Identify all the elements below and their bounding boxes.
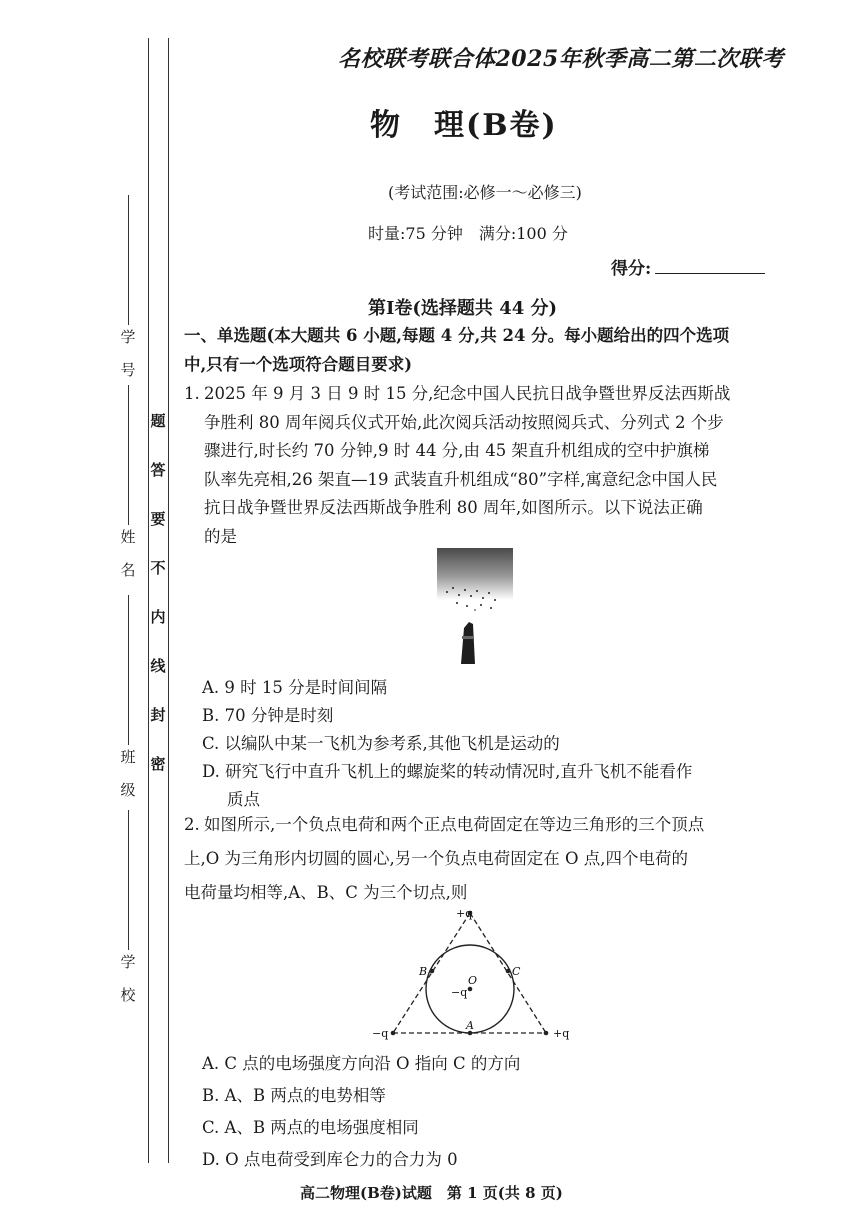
school-char-2: 校 bbox=[120, 986, 136, 1004]
question-stem bbox=[184, 808, 705, 910]
stem-line: 抗日战争暨世界反法西斯战争胜利 80 周年,如图所示。以下说法正确 bbox=[204, 498, 703, 517]
subject-title: 物 理(B卷) bbox=[370, 108, 558, 143]
class-char-1: 班 bbox=[120, 748, 136, 766]
label-a: A bbox=[466, 1019, 474, 1032]
tangent-c-point bbox=[506, 969, 511, 974]
score-label: 得分: bbox=[611, 259, 652, 279]
school-char-1: 学 bbox=[120, 953, 136, 971]
section-instructions bbox=[184, 322, 729, 379]
binding-line-outer bbox=[148, 38, 149, 1163]
vertex-left-point bbox=[391, 1031, 396, 1036]
student-number-line bbox=[128, 195, 129, 325]
option-b[interactable]: B. 70 分钟是时刻 bbox=[202, 706, 334, 725]
stem-line: 2025 年 9 月 3 日 9 时 15 分,纪念中国人民抗日战争暨世界反法西斯战 bbox=[204, 384, 731, 403]
option-c[interactable]: C. A、B 两点的电场强度相同 bbox=[202, 1118, 419, 1137]
instruction-line: 一、单选题(本大题共 6 小题,每题 4 分,共 24 分。每小题给出的四个选项 bbox=[184, 326, 730, 345]
option-a[interactable]: A. C 点的电场强度方向沿 O 指向 C 的方向 bbox=[202, 1054, 521, 1073]
charge-triangle-diagram bbox=[360, 905, 590, 1043]
label-top: +q bbox=[456, 907, 473, 920]
option-d-continuation: 质点 bbox=[227, 790, 260, 809]
exam-scope: (考试范围:必修一～必修三) bbox=[388, 183, 582, 202]
class-line bbox=[128, 595, 129, 745]
binding-line-inner bbox=[168, 38, 169, 1163]
question-number: 2. bbox=[184, 815, 200, 834]
seal-char: 不 bbox=[150, 559, 166, 577]
question-number: 1. bbox=[184, 384, 200, 403]
option-d[interactable]: D. 研究飞行中直升飞机上的螺旋桨的转动情况时,直升飞机不能看作 bbox=[202, 762, 693, 781]
option-d[interactable]: D. O 点电荷受到库仑力的合力为 0 bbox=[202, 1150, 458, 1169]
vertex-right-point bbox=[544, 1031, 549, 1036]
label-b: B bbox=[419, 965, 428, 978]
name-line bbox=[128, 385, 129, 525]
student-number-label bbox=[120, 330, 136, 378]
option-c[interactable]: C. 以编队中某一飞机为参考系,其他飞机是运动的 bbox=[202, 734, 560, 753]
question-stem bbox=[204, 380, 730, 551]
question-2 bbox=[184, 808, 704, 910]
student-number-char-2: 号 bbox=[120, 361, 136, 379]
stem-line: 上,O 为三角形内切圆的圆心,另一个负点电荷固定在 O 点,四个电荷的 bbox=[184, 849, 689, 868]
label-c: C bbox=[512, 965, 521, 978]
exam-title: 名校联考联合体2025年秋季高二第二次联考 bbox=[338, 46, 784, 72]
option-b[interactable]: B. A、B 两点的电势相等 bbox=[202, 1086, 386, 1105]
school-line bbox=[128, 810, 129, 950]
instruction-line: 中,只有一个选项符合题目要求) bbox=[184, 354, 413, 374]
score-blank[interactable] bbox=[655, 273, 765, 274]
stem-line: 的是 bbox=[204, 526, 237, 546]
option-a[interactable]: A. 9 时 15 分是时间间隔 bbox=[202, 678, 388, 697]
tangent-b-point bbox=[430, 969, 435, 974]
label-o: O bbox=[468, 974, 478, 987]
seal-char: 密 bbox=[150, 755, 166, 773]
label-right: +q bbox=[553, 1027, 570, 1040]
exam-time-score: 时量:75 分钟 满分:100 分 bbox=[368, 224, 568, 243]
seal-char: 封 bbox=[150, 706, 166, 724]
triangle bbox=[393, 913, 546, 1033]
class-label bbox=[120, 750, 136, 798]
question-1 bbox=[184, 380, 730, 551]
name-label bbox=[120, 530, 136, 578]
school-label bbox=[120, 955, 136, 1003]
label-left: −q bbox=[372, 1027, 389, 1040]
name-char-2: 名 bbox=[120, 561, 136, 579]
class-char-2: 级 bbox=[120, 781, 136, 799]
seal-char: 线 bbox=[150, 657, 166, 675]
section-title: 第Ⅰ卷(选择题共 44 分) bbox=[368, 298, 558, 319]
seal-char: 答 bbox=[150, 461, 166, 479]
center-point bbox=[468, 987, 473, 992]
parade-photo bbox=[437, 548, 513, 666]
label-center: −q bbox=[451, 986, 468, 999]
name-char-1: 姓 bbox=[120, 528, 136, 546]
stem-line: 电荷量均相等,A、B、C 为三个切点,则 bbox=[184, 883, 468, 902]
stem-line: 争胜利 80 周年阅兵仪式开始,此次阅兵活动按照阅兵式、分列式 2 个步 bbox=[204, 412, 724, 432]
stem-line: 如图所示,一个负点电荷和两个正点电荷固定在等边三角形的三个顶点 bbox=[204, 815, 705, 834]
student-number-char-1: 学 bbox=[120, 328, 136, 346]
stem-line: 队率先亮相,26 架直—19 武装直升机组成“80”字样,寓意纪念中国人民 bbox=[204, 469, 718, 489]
seal-char: 题 bbox=[150, 412, 166, 430]
seal-char: 内 bbox=[150, 608, 166, 626]
page-footer: 高二物理(B卷)试题 第 1 页(共 8 页) bbox=[300, 1184, 563, 1202]
stem-line: 骤进行,时长约 70 分钟,9 时 44 分,由 45 架直升机组成的空中护旗梯 bbox=[204, 441, 710, 460]
seal-char: 要 bbox=[150, 510, 166, 528]
